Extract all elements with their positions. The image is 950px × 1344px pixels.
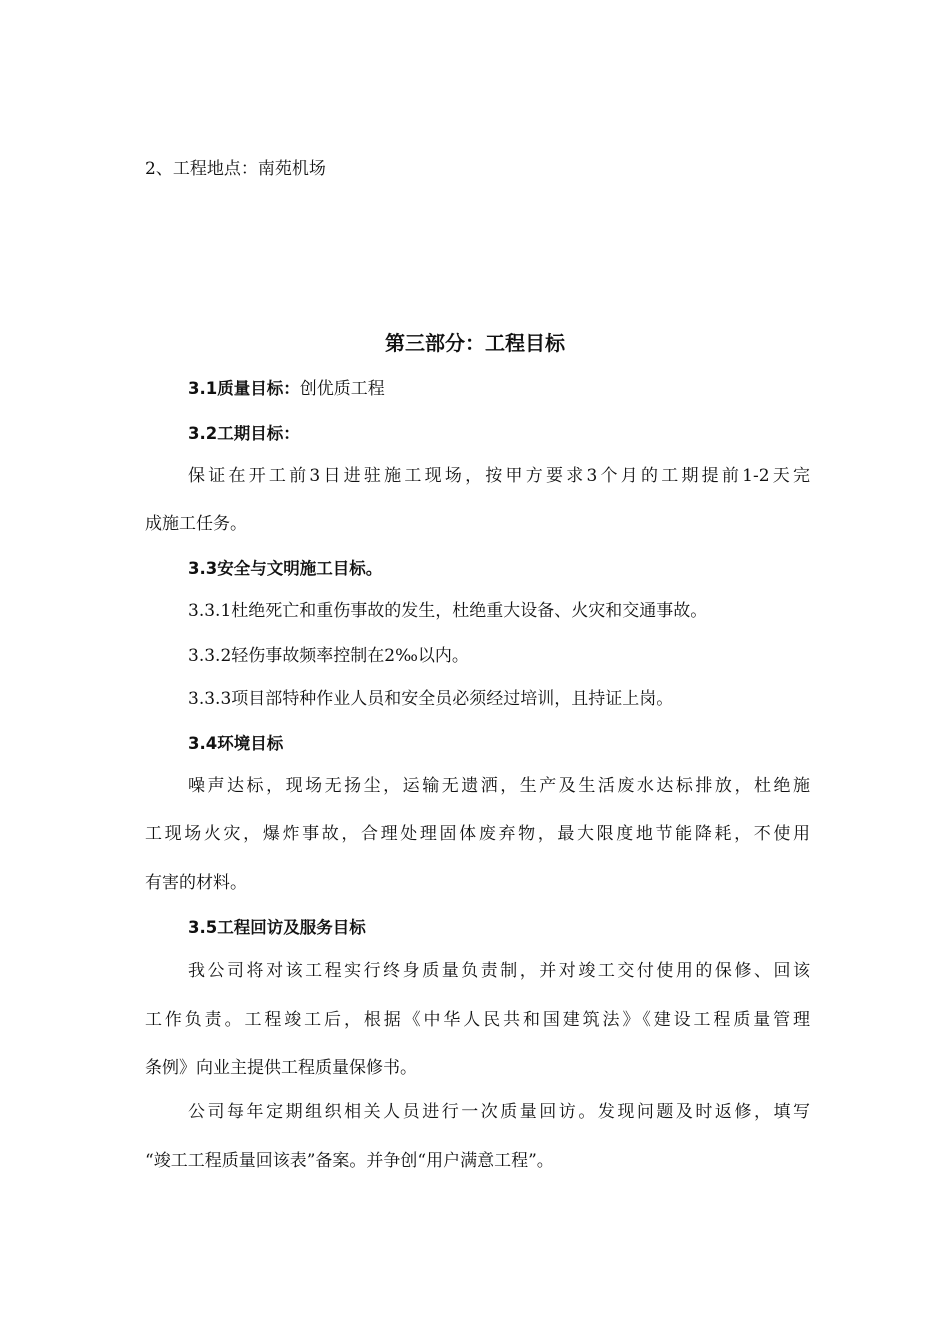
safety-goal-heading: 3.3安全与文明施工目标。 [188, 559, 383, 578]
quality-goal-line [188, 378, 810, 400]
schedule-goal-heading: 3.2工期目标： [188, 424, 300, 443]
safety-goal-item-2: 3.3.2轻伤事故频率控制在2‰以内。 [188, 646, 469, 666]
service-goal-heading: 3.5工程回访及服务目标 [188, 918, 366, 937]
service-goal-paragraph-1-line-1: 我公司将对该工程实行终身质量负责制，并对竣工交付使用的保修、回该 [188, 961, 810, 981]
environment-goal-heading: 3.4环境目标 [188, 734, 284, 753]
service-goal-paragraph-2-line-2: “竣工工程质量回该表”备案。并争创“用户满意工程”。 [145, 1151, 554, 1171]
environment-goal-text-line-1: 噪声达标，现场无扬尘，运输无遗洒，生产及生活废水达标排放，杜绝施 [188, 776, 810, 796]
project-location-line: 2、工程地点：南苑机场 [145, 159, 326, 179]
environment-goal-text-line-3: 有害的材料。 [145, 873, 247, 893]
safety-goal-item-1: 3.3.1杜绝死亡和重伤事故的发生，杜绝重大设备、火灾和交通事故。 [188, 601, 708, 621]
service-goal-paragraph-1-line-2: 工作负责。工程竣工后，根据《中华人民共和国建筑法》《建设工程质量管理 [145, 1010, 810, 1030]
environment-goal-text-line-2: 工现场火灾，爆炸事故，合理处理固体废弃物，最大限度地节能降耗，不使用 [145, 824, 810, 844]
service-goal-paragraph-2-line-1: 公司每年定期组织相关人员进行一次质量回访。发现问题及时返修，填写 [188, 1102, 810, 1122]
quality-goal-label: 3.1质量目标： [188, 379, 300, 398]
section-title: 第三部分：工程目标 [385, 331, 565, 355]
quality-goal-value: 创优质工程 [299, 379, 385, 399]
service-goal-paragraph-1-line-3: 条例》向业主提供工程质量保修书。 [145, 1058, 417, 1078]
schedule-goal-text-line-2: 成施工任务。 [145, 514, 247, 534]
schedule-goal-text-line-1: 保证在开工前3日进驻施工现场，按甲方要求3个月的工期提前1-2天完 [188, 466, 810, 486]
safety-goal-item-3: 3.3.3项目部特种作业人员和安全员必须经过培训，且持证上岗。 [188, 689, 674, 709]
